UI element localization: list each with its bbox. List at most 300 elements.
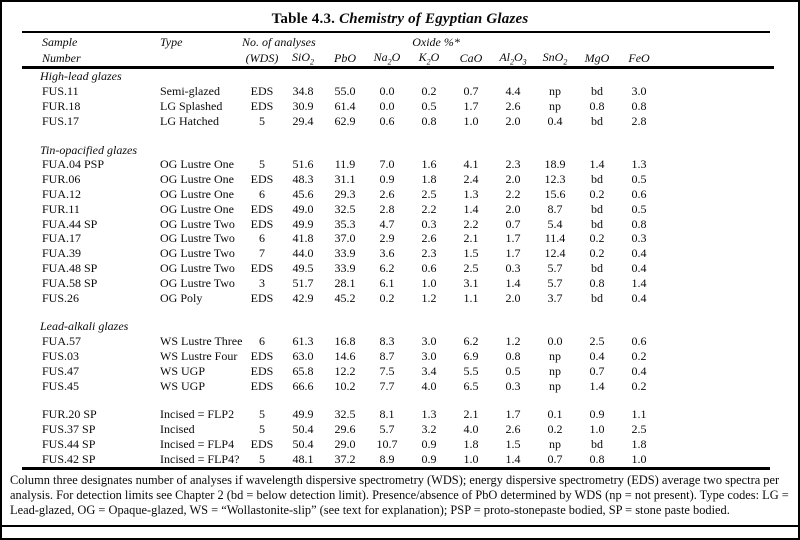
section-heading-row bbox=[22, 143, 774, 158]
row-filler bbox=[660, 452, 774, 467]
row-filler bbox=[660, 422, 774, 437]
type-cell: Incised = FLP4? bbox=[160, 451, 240, 466]
oxide-value-k2o-cell: 0.2 bbox=[421, 84, 437, 99]
oxide-value-mgo-cell: 1.4 bbox=[589, 378, 605, 393]
spacer-cell bbox=[22, 129, 774, 143]
oxide-value-cao-cell: 1.5 bbox=[463, 246, 479, 261]
oxide-value-k2o-cell: 3.0 bbox=[421, 334, 437, 349]
column-header-type: Type bbox=[160, 35, 183, 49]
oxide-value-cao-cell: 2.1 bbox=[463, 407, 479, 422]
oxide-value-pbo-cell: 32.5 bbox=[334, 201, 356, 216]
oxide-value-sio2-cell: 66.6 bbox=[292, 378, 314, 393]
section-heading-row bbox=[22, 319, 774, 334]
type-cell: OG Lustre Two bbox=[160, 260, 235, 275]
oxide-value-feo-cell: 0.6 bbox=[631, 186, 647, 201]
oxide-value-al2o3-cell: 2.6 bbox=[505, 98, 521, 113]
oxide-value-sio2-cell: 50.4 bbox=[292, 422, 314, 437]
analyses-cell: EDS bbox=[250, 172, 274, 187]
oxide-value-al2o3-cell: 1.7 bbox=[505, 246, 521, 261]
analyses-cell: 5 bbox=[259, 422, 265, 437]
sample-number-cell: FUA.04 PSP bbox=[42, 157, 105, 172]
oxide-value-sno2-cell: np bbox=[549, 348, 561, 363]
oxide-value-sio2-cell: 63.0 bbox=[292, 348, 314, 363]
type-cell: WS UGP bbox=[160, 378, 206, 393]
type-cell: OG Lustre Two bbox=[160, 216, 235, 231]
column-header-number: Number bbox=[22, 50, 160, 68]
row-filler bbox=[660, 379, 774, 394]
oxide-value-sno2-cell: 0.2 bbox=[547, 422, 563, 437]
oxide-value-feo-cell: 1.0 bbox=[631, 451, 647, 466]
oxide-value-k2o-cell: 1.8 bbox=[421, 172, 437, 187]
sample-number-cell: FUA.44 SP bbox=[42, 216, 98, 231]
oxide-value-mgo-cell: bd bbox=[591, 113, 603, 128]
oxide-value-al2o3-cell: 2.3 bbox=[505, 157, 521, 172]
table-row bbox=[22, 422, 774, 437]
oxide-value-pbo-cell: 32.5 bbox=[334, 407, 356, 422]
oxide-value-cao-cell: 1.0 bbox=[463, 451, 479, 466]
analyses-cell: EDS bbox=[250, 216, 274, 231]
oxide-value-sio2-cell: 49.9 bbox=[292, 216, 314, 231]
row-filler bbox=[660, 364, 774, 379]
oxide-value-sio2-cell: 41.8 bbox=[292, 231, 314, 246]
oxide-value-mgo-cell: bd bbox=[591, 84, 603, 99]
oxide-value-k2o-cell: 0.6 bbox=[421, 260, 437, 275]
oxide-value-cao-cell: 5.5 bbox=[463, 363, 479, 378]
oxide-value-cao-cell: 1.7 bbox=[463, 98, 479, 113]
oxide-value-na2o-cell: 2.8 bbox=[379, 201, 395, 216]
oxide-value-feo-cell: 0.2 bbox=[631, 378, 647, 393]
oxide-value-mgo-cell: 0.4 bbox=[589, 348, 605, 363]
sample-number-cell: FUA.58 SP bbox=[42, 275, 98, 290]
oxide-value-feo-cell: 1.1 bbox=[631, 407, 647, 422]
oxide-value-sno2-cell: 12.4 bbox=[544, 246, 566, 261]
analyses-cell: 5 bbox=[259, 451, 265, 466]
oxide-value-al2o3-cell: 2.0 bbox=[505, 172, 521, 187]
oxide-value-na2o-cell: 0.0 bbox=[379, 84, 395, 99]
oxide-value-na2o-cell: 7.7 bbox=[379, 378, 395, 393]
oxide-value-pbo-cell: 29.0 bbox=[334, 436, 356, 451]
column-header-sno2: SnO$_2$ bbox=[534, 50, 576, 68]
row-filler bbox=[660, 84, 774, 99]
oxide-value-al2o3-cell: 2.6 bbox=[505, 422, 521, 437]
oxide-value-mgo-cell: bd bbox=[591, 260, 603, 275]
oxide-value-na2o-cell: 7.5 bbox=[379, 363, 395, 378]
oxide-value-cao-cell: 6.5 bbox=[463, 378, 479, 393]
oxide-value-na2o-cell: 10.7 bbox=[376, 436, 398, 451]
table-row bbox=[22, 452, 774, 467]
type-cell: Semi-glazed bbox=[160, 84, 220, 99]
oxide-value-sio2-cell: 45.6 bbox=[292, 186, 314, 201]
oxide-value-na2o-cell: 5.7 bbox=[379, 422, 395, 437]
oxide-value-na2o-cell: 2.9 bbox=[379, 231, 395, 246]
type-cell: Incised = FLP2 bbox=[160, 407, 235, 422]
sample-number-cell: FUA.12 bbox=[42, 186, 82, 201]
section-heading-label: Tin-opacified glazes bbox=[40, 142, 137, 157]
sample-number-cell: FUR.20 SP bbox=[42, 407, 97, 422]
table-row bbox=[22, 114, 774, 129]
oxide-value-sno2-cell: np bbox=[549, 436, 561, 451]
oxide-value-sno2-cell: 3.7 bbox=[547, 290, 563, 305]
oxide-value-pbo-cell: 12.2 bbox=[334, 363, 356, 378]
oxide-value-k2o-cell: 4.0 bbox=[421, 378, 437, 393]
oxide-value-mgo-cell: bd bbox=[591, 216, 603, 231]
header-row-1 bbox=[22, 33, 774, 50]
oxide-value-mgo-cell: bd bbox=[591, 172, 603, 187]
oxide-value-na2o-cell: 8.7 bbox=[379, 348, 395, 363]
oxide-value-pbo-cell: 29.3 bbox=[334, 186, 356, 201]
analyses-cell: 5 bbox=[259, 407, 265, 422]
oxide-value-sno2-cell: 8.7 bbox=[547, 201, 563, 216]
section-heading-label: High-lead glazes bbox=[40, 69, 122, 84]
oxide-value-feo-cell: 0.5 bbox=[631, 172, 647, 187]
analyses-cell: 6 bbox=[259, 186, 265, 201]
row-filler bbox=[660, 231, 774, 246]
type-cell: WS Lustre Three bbox=[160, 334, 243, 349]
oxide-value-sno2-cell: 5.7 bbox=[547, 275, 563, 290]
footnote-divider bbox=[22, 467, 770, 470]
oxide-value-al2o3-cell: 0.3 bbox=[505, 260, 521, 275]
oxide-value-pbo-cell: 45.2 bbox=[334, 290, 356, 305]
oxide-value-sio2-cell: 61.3 bbox=[292, 334, 314, 349]
oxide-value-na2o-cell: 2.6 bbox=[379, 186, 395, 201]
oxide-value-feo-cell: 1.8 bbox=[631, 436, 647, 451]
oxide-value-mgo-cell: 0.7 bbox=[589, 363, 605, 378]
oxide-value-sio2-cell: 30.9 bbox=[292, 98, 314, 113]
oxide-value-sno2-cell: np bbox=[549, 378, 561, 393]
oxide-value-feo-cell: 0.2 bbox=[631, 348, 647, 363]
sample-number-cell: FUS.17 bbox=[42, 113, 80, 128]
row-filler bbox=[660, 114, 774, 129]
sample-number-cell: FUR.11 bbox=[42, 201, 80, 216]
oxide-value-al2o3-cell: 1.2 bbox=[505, 334, 521, 349]
oxide-value-al2o3-cell: 1.7 bbox=[505, 407, 521, 422]
header-filler bbox=[660, 33, 774, 50]
oxide-value-na2o-cell: 0.9 bbox=[379, 172, 395, 187]
oxide-value-na2o-cell: 6.2 bbox=[379, 260, 395, 275]
row-filler bbox=[660, 261, 774, 276]
oxide-value-cao-cell: 2.2 bbox=[463, 216, 479, 231]
oxide-value-na2o-cell: 8.9 bbox=[379, 451, 395, 466]
oxide-value-sno2-cell: 12.3 bbox=[544, 172, 566, 187]
sample-number-cell: FUS.26 bbox=[42, 290, 80, 305]
oxide-value-sno2-cell: np bbox=[549, 84, 561, 99]
analyses-cell: EDS bbox=[250, 363, 274, 378]
sample-number-cell: FUA.48 SP bbox=[42, 260, 98, 275]
analyses-cell: EDS bbox=[250, 348, 274, 363]
oxide-value-sno2-cell: np bbox=[549, 98, 561, 113]
column-header-pbo: PbO bbox=[324, 50, 366, 68]
oxide-value-k2o-cell: 2.6 bbox=[421, 231, 437, 246]
oxide-value-cao-cell: 4.1 bbox=[463, 157, 479, 172]
analyses-cell: 5 bbox=[259, 113, 265, 128]
sample-number-cell: FUS.44 SP bbox=[42, 436, 96, 451]
oxide-value-na2o-cell: 4.7 bbox=[379, 216, 395, 231]
table-title bbox=[2, 9, 798, 29]
table-name-label: Chemistry of Egyptian Glazes bbox=[339, 11, 529, 27]
row-filler bbox=[660, 217, 774, 232]
type-cell: WS UGP bbox=[160, 363, 206, 378]
oxide-value-mgo-cell: 2.5 bbox=[589, 334, 605, 349]
table-row bbox=[22, 276, 774, 291]
oxide-value-cao-cell: 1.4 bbox=[463, 201, 479, 216]
table-row bbox=[22, 202, 774, 217]
sample-number-cell: FUA.57 bbox=[42, 334, 82, 349]
oxide-value-pbo-cell: 16.8 bbox=[334, 334, 356, 349]
oxide-value-cao-cell: 1.1 bbox=[463, 290, 479, 305]
oxide-value-feo-cell: 0.4 bbox=[631, 290, 647, 305]
oxide-value-cao-cell: 2.1 bbox=[463, 231, 479, 246]
table-row bbox=[22, 364, 774, 379]
analyses-cell: EDS bbox=[250, 260, 274, 275]
oxide-value-al2o3-cell: 1.4 bbox=[505, 451, 521, 466]
oxide-value-feo-cell: 1.3 bbox=[631, 157, 647, 172]
oxide-value-feo-cell: 0.4 bbox=[631, 246, 647, 261]
oxide-value-al2o3-cell: 1.7 bbox=[505, 231, 521, 246]
oxide-value-k2o-cell: 0.5 bbox=[421, 98, 437, 113]
bottom-frame-line bbox=[2, 525, 798, 527]
oxide-value-k2o-cell: 0.9 bbox=[421, 436, 437, 451]
analyses-cell: EDS bbox=[250, 98, 274, 113]
oxide-value-na2o-cell: 7.0 bbox=[379, 157, 395, 172]
oxide-value-al2o3-cell: 2.0 bbox=[505, 290, 521, 305]
oxide-value-k2o-cell: 0.8 bbox=[421, 113, 437, 128]
oxide-value-cao-cell: 3.1 bbox=[463, 275, 479, 290]
oxide-value-al2o3-cell: 1.5 bbox=[505, 436, 521, 451]
analyses-cell: 3 bbox=[259, 275, 265, 290]
row-filler bbox=[660, 187, 774, 202]
section-heading-label: Lead-alkali glazes bbox=[40, 319, 129, 334]
table-body bbox=[22, 68, 774, 467]
oxide-value-k2o-cell: 2.3 bbox=[421, 246, 437, 261]
oxide-value-k2o-cell: 1.0 bbox=[421, 275, 437, 290]
table-page-content bbox=[2, 2, 798, 519]
sample-number-cell: FUR.18 bbox=[42, 98, 81, 113]
sample-number-cell: FUS.42 SP bbox=[42, 451, 96, 466]
table-row bbox=[22, 334, 774, 349]
oxide-value-mgo-cell: 0.2 bbox=[589, 186, 605, 201]
oxide-value-sno2-cell: 5.4 bbox=[547, 216, 563, 231]
oxide-value-feo-cell: 0.4 bbox=[631, 363, 647, 378]
row-filler bbox=[660, 157, 774, 172]
type-cell: OG Lustre Two bbox=[160, 275, 235, 290]
oxide-value-cao-cell: 2.4 bbox=[463, 172, 479, 187]
section-heading-row bbox=[22, 68, 774, 84]
oxide-value-pbo-cell: 61.4 bbox=[334, 98, 356, 113]
row-filler bbox=[660, 99, 774, 114]
oxide-value-feo-cell: 0.3 bbox=[631, 231, 647, 246]
oxide-value-pbo-cell: 29.6 bbox=[334, 422, 356, 437]
oxide-value-k2o-cell: 1.2 bbox=[421, 290, 437, 305]
oxide-value-sio2-cell: 48.3 bbox=[292, 172, 314, 187]
oxide-value-mgo-cell: 0.2 bbox=[589, 246, 605, 261]
table-row bbox=[22, 437, 774, 452]
header-empty-cell bbox=[160, 50, 242, 68]
oxide-value-sno2-cell: 0.1 bbox=[547, 407, 563, 422]
oxide-value-feo-cell: 1.4 bbox=[631, 275, 647, 290]
oxide-value-k2o-cell: 3.4 bbox=[421, 363, 437, 378]
sample-number-cell: FUA.17 bbox=[42, 231, 82, 246]
section-spacer bbox=[22, 129, 774, 143]
oxide-value-mgo-cell: 0.2 bbox=[589, 231, 605, 246]
oxide-value-sno2-cell: 5.7 bbox=[547, 260, 563, 275]
sample-number-cell: FUS.37 SP bbox=[42, 422, 96, 437]
oxide-value-sno2-cell: 11.4 bbox=[544, 231, 566, 246]
oxide-value-cao-cell: 2.5 bbox=[463, 260, 479, 275]
oxide-value-mgo-cell: 0.9 bbox=[589, 407, 605, 422]
sample-number-cell: FUS.45 bbox=[42, 378, 80, 393]
oxide-value-al2o3-cell: 2.0 bbox=[505, 113, 521, 128]
row-filler bbox=[660, 334, 774, 349]
header-row-2 bbox=[22, 50, 774, 68]
oxide-value-sio2-cell: 34.8 bbox=[292, 84, 314, 99]
oxide-value-pbo-cell: 10.2 bbox=[334, 378, 356, 393]
oxide-value-mgo-cell: 0.8 bbox=[589, 451, 605, 466]
row-filler bbox=[660, 407, 774, 422]
analyses-cell: EDS bbox=[250, 84, 274, 99]
oxide-value-sno2-cell: 18.9 bbox=[544, 157, 566, 172]
column-header-al2o3: $Al_2O_3$ bbox=[492, 50, 534, 68]
column-header-sample: Sample bbox=[42, 35, 78, 49]
analyses-cell: 7 bbox=[259, 246, 265, 261]
table-header bbox=[22, 33, 774, 68]
analyses-cell: EDS bbox=[250, 436, 274, 451]
row-filler bbox=[660, 202, 774, 217]
table-row bbox=[22, 261, 774, 276]
oxide-value-pbo-cell: 55.0 bbox=[334, 84, 356, 99]
oxide-value-k2o-cell: 2.2 bbox=[421, 201, 437, 216]
column-header-k2o: $K_2O$ bbox=[408, 50, 450, 68]
analyses-cell: EDS bbox=[250, 290, 274, 305]
header-filler bbox=[660, 50, 774, 68]
oxide-value-k2o-cell: 1.3 bbox=[421, 407, 437, 422]
oxide-value-sno2-cell: 15.6 bbox=[544, 186, 566, 201]
table-row bbox=[22, 379, 774, 394]
oxide-value-mgo-cell: 0.8 bbox=[589, 275, 605, 290]
sample-number-cell: FUS.47 bbox=[42, 363, 80, 378]
oxide-value-sio2-cell: 49.9 bbox=[292, 407, 314, 422]
type-cell: Incised = FLP4 bbox=[160, 436, 235, 451]
type-cell: OG Lustre One bbox=[160, 186, 234, 201]
oxide-value-mgo-cell: 1.0 bbox=[589, 422, 605, 437]
type-cell: WS Lustre Four bbox=[160, 348, 238, 363]
type-cell: OG Lustre One bbox=[160, 201, 234, 216]
oxide-value-cao-cell: 1.3 bbox=[463, 186, 479, 201]
oxide-value-k2o-cell: 1.6 bbox=[421, 157, 437, 172]
oxide-value-sio2-cell: 48.1 bbox=[292, 451, 314, 466]
table-row bbox=[22, 246, 774, 261]
oxide-value-na2o-cell: 0.2 bbox=[379, 290, 395, 305]
table-row bbox=[22, 349, 774, 364]
column-header-oxide-group: Oxide %* bbox=[412, 35, 460, 49]
oxide-value-k2o-cell: 2.5 bbox=[421, 186, 437, 201]
oxide-value-sno2-cell: np bbox=[549, 363, 561, 378]
oxide-value-cao-cell: 1.0 bbox=[463, 113, 479, 128]
table-row bbox=[22, 291, 774, 306]
analyses-cell: 6 bbox=[259, 231, 265, 246]
oxide-value-feo-cell: 0.4 bbox=[631, 260, 647, 275]
oxide-value-al2o3-cell: 4.4 bbox=[505, 84, 521, 99]
oxide-value-mgo-cell: 0.8 bbox=[589, 98, 605, 113]
table-row bbox=[22, 407, 774, 422]
oxide-value-pbo-cell: 31.1 bbox=[334, 172, 356, 187]
row-filler bbox=[660, 349, 774, 364]
sample-number-cell: FUR.06 bbox=[42, 172, 81, 187]
oxide-value-pbo-cell: 33.9 bbox=[334, 260, 356, 275]
oxide-value-feo-cell: 0.5 bbox=[631, 201, 647, 216]
column-header-na2o: $Na_2O$ bbox=[366, 50, 408, 68]
oxide-value-na2o-cell: 8.3 bbox=[379, 334, 395, 349]
type-cell: LG Hatched bbox=[160, 113, 219, 128]
oxide-value-al2o3-cell: 2.0 bbox=[505, 201, 521, 216]
table-row bbox=[22, 84, 774, 99]
oxide-value-k2o-cell: 0.3 bbox=[421, 216, 437, 231]
oxide-value-k2o-cell: 3.2 bbox=[421, 422, 437, 437]
oxide-value-cao-cell: 4.0 bbox=[463, 422, 479, 437]
oxide-value-pbo-cell: 62.9 bbox=[334, 113, 356, 128]
table-row bbox=[22, 157, 774, 172]
column-header-wds: (WDS) bbox=[242, 50, 282, 68]
oxide-value-mgo-cell: bd bbox=[591, 290, 603, 305]
oxide-value-na2o-cell: 0.6 bbox=[379, 113, 395, 128]
row-filler bbox=[660, 276, 774, 291]
footnote-text: Column three designates number of analyses if wavelength dispersive spectrometry (WDS); energy dispersive spectrometry (EDS) average two spectra per analysis. For detection limits see Chapter 2 (bd = below detection limit). Presence/absence of PbO determined by WDS (np = not present). Type codes: LG = Lead-glazed, OG = Opaque-glazed, WS = “Wollastonite-slip” (see text for explanation); PSP = proto-stonepaste bodied, SP = stone paste bodied. bbox=[10, 472, 789, 518]
oxide-value-sio2-cell: 49.0 bbox=[292, 201, 314, 216]
oxide-value-cao-cell: 6.9 bbox=[463, 348, 479, 363]
oxide-value-na2o-cell: 0.0 bbox=[379, 98, 395, 113]
oxide-value-sno2-cell: 0.0 bbox=[547, 334, 563, 349]
type-cell: OG Lustre Two bbox=[160, 231, 235, 246]
oxide-value-pbo-cell: 28.1 bbox=[334, 275, 356, 290]
column-header-feo: FeO bbox=[618, 50, 660, 68]
oxide-value-al2o3-cell: 2.2 bbox=[505, 186, 521, 201]
type-cell: Incised bbox=[160, 422, 195, 437]
oxide-value-pbo-cell: 14.6 bbox=[334, 348, 356, 363]
oxide-value-al2o3-cell: 1.4 bbox=[505, 275, 521, 290]
oxide-value-feo-cell: 0.6 bbox=[631, 334, 647, 349]
table-row bbox=[22, 187, 774, 202]
spacer-cell bbox=[22, 305, 774, 319]
oxide-value-sio2-cell: 29.4 bbox=[292, 113, 314, 128]
type-cell: OG Lustre Two bbox=[160, 246, 235, 261]
oxide-value-feo-cell: 2.8 bbox=[631, 113, 647, 128]
oxide-value-pbo-cell: 35.3 bbox=[334, 216, 356, 231]
sample-number-cell: FUS.11 bbox=[42, 84, 79, 99]
analyses-cell: 5 bbox=[259, 157, 265, 172]
oxide-value-sno2-cell: 0.7 bbox=[547, 451, 563, 466]
oxide-value-feo-cell: 0.8 bbox=[631, 216, 647, 231]
oxide-value-mgo-cell: 1.4 bbox=[589, 157, 605, 172]
oxide-value-sio2-cell: 49.5 bbox=[292, 260, 314, 275]
oxide-value-pbo-cell: 37.2 bbox=[334, 451, 356, 466]
sample-number-cell: FUS.03 bbox=[42, 348, 80, 363]
glaze-chemistry-table bbox=[22, 33, 774, 467]
analyses-cell: EDS bbox=[250, 201, 274, 216]
column-header-cao: CaO bbox=[450, 50, 492, 68]
table-row bbox=[22, 172, 774, 187]
oxide-value-sio2-cell: 51.7 bbox=[292, 275, 314, 290]
oxide-value-pbo-cell: 33.9 bbox=[334, 246, 356, 261]
sample-number-cell: FUA.39 bbox=[42, 246, 82, 261]
oxide-value-feo-cell: 0.8 bbox=[631, 98, 647, 113]
oxide-value-na2o-cell: 3.6 bbox=[379, 246, 395, 261]
oxide-value-na2o-cell: 8.1 bbox=[379, 407, 395, 422]
oxide-value-mgo-cell: bd bbox=[591, 201, 603, 216]
oxide-value-mgo-cell: bd bbox=[591, 436, 603, 451]
table-row bbox=[22, 231, 774, 246]
row-filler bbox=[660, 172, 774, 187]
oxide-value-na2o-cell: 6.1 bbox=[379, 275, 395, 290]
row-filler bbox=[660, 291, 774, 306]
